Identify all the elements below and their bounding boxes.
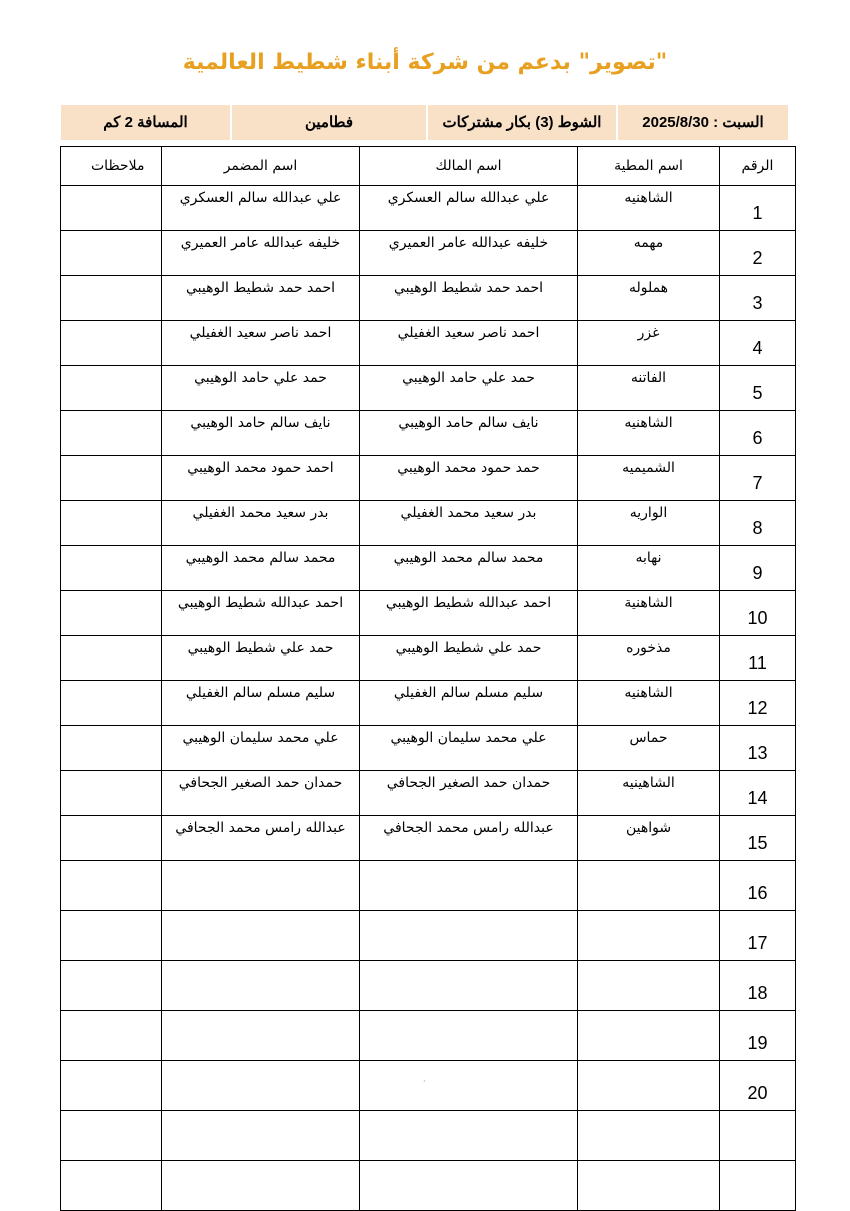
cell-trainer-name-text xyxy=(162,1061,359,1065)
cell-number: 2 xyxy=(720,231,796,276)
cell-camel-name xyxy=(578,1161,720,1211)
cell-trainer-name-text: نايف سالم حامد الوهيبي xyxy=(190,415,331,431)
cell-owner-name-text xyxy=(360,911,577,915)
cell-camel-name xyxy=(578,961,720,1011)
cell-notes xyxy=(61,501,162,546)
cell-number: 11 xyxy=(720,636,796,681)
cell-owner-name xyxy=(360,186,578,231)
cell-notes-text xyxy=(61,186,161,190)
cell-trainer-name-text xyxy=(162,1011,359,1015)
cell-trainer-name xyxy=(162,911,360,961)
cell-camel-name-text: الشميميه xyxy=(622,460,675,476)
cell-trainer-name-text: عبدالله رامس محمد الجحافي xyxy=(175,820,346,836)
cell-trainer-name-text: حمدان حمد الصغير الجحافي xyxy=(178,775,343,791)
cell-trainer-name xyxy=(162,411,360,456)
cell-camel-name-text: غزر xyxy=(637,325,660,341)
cell-number xyxy=(720,1111,796,1161)
cell-notes xyxy=(61,911,162,961)
cell-owner-name-text xyxy=(360,1011,577,1015)
cell-camel-name xyxy=(578,366,720,411)
cell-number: 14 xyxy=(720,771,796,816)
cell-owner-name-text: علي عبدالله سالم العسكري xyxy=(387,190,550,206)
table-row xyxy=(61,636,796,681)
cell-trainer-name-text xyxy=(162,911,359,915)
cell-trainer-name-text: خليفه عبدالله عامر العميري xyxy=(180,235,341,251)
cell-owner-name-text: نايف سالم حامد الوهيبي xyxy=(398,415,539,431)
cell-owner-name xyxy=(360,911,578,961)
table-row xyxy=(61,546,796,591)
cell-trainer-name xyxy=(162,681,360,726)
cell-owner-name xyxy=(360,321,578,366)
cell-trainer-name-text: بدر سعيد محمد الغفيلي xyxy=(192,505,329,521)
cell-camel-name xyxy=(578,186,720,231)
cell-trainer-name-text xyxy=(162,861,359,865)
footer-mark: · xyxy=(423,1077,426,1086)
cell-trainer-name-text: احمد عبدالله شطيط الوهيبي xyxy=(177,595,344,611)
cell-notes-text xyxy=(61,961,161,965)
cell-notes xyxy=(61,276,162,321)
cell-camel-name xyxy=(578,321,720,366)
cell-owner-name xyxy=(360,1161,578,1211)
cell-number: 4 xyxy=(720,321,796,366)
cell-camel-name-text: شواهين xyxy=(625,820,672,836)
cell-owner-name xyxy=(360,816,578,861)
cell-trainer-name-text: حمد علي شطيط الوهيبي xyxy=(187,640,334,656)
cell-trainer-name-text: احمد حمود محمد الوهيبي xyxy=(187,460,334,476)
cell-number: 10 xyxy=(720,591,796,636)
cell-owner-name xyxy=(360,1061,578,1111)
cell-trainer-name-text: احمد ناصر سعيد الغفيلي xyxy=(189,325,332,341)
cell-trainer-name xyxy=(162,186,360,231)
cell-camel-name-text: الشاهنيه xyxy=(624,190,673,206)
cell-notes-text xyxy=(61,456,161,460)
cell-owner-name-text: علي محمد سليمان الوهيبي xyxy=(390,730,547,746)
cell-owner-name-text: خليفه عبدالله عامر العميري xyxy=(388,235,549,251)
table-row xyxy=(61,231,796,276)
cell-owner-name xyxy=(360,366,578,411)
cell-notes-text xyxy=(61,816,161,820)
cell-camel-name xyxy=(578,681,720,726)
cell-notes-text xyxy=(61,911,161,915)
cell-owner-name xyxy=(360,501,578,546)
cell-notes-text xyxy=(61,1111,161,1115)
cell-camel-name xyxy=(578,411,720,456)
cell-notes-text xyxy=(61,321,161,325)
cell-camel-name xyxy=(578,861,720,911)
cell-trainer-name xyxy=(162,456,360,501)
table-row xyxy=(61,1061,796,1111)
cell-number: 12 xyxy=(720,681,796,726)
cell-notes-text xyxy=(61,861,161,865)
cell-notes-text xyxy=(61,1011,161,1015)
cell-camel-name xyxy=(578,911,720,961)
cell-camel-name xyxy=(578,816,720,861)
cell-notes xyxy=(61,636,162,681)
cell-owner-name-text: حمد علي شطيط الوهيبي xyxy=(395,640,542,656)
cell-trainer-name-text xyxy=(162,961,359,965)
header-number: الرقم xyxy=(720,147,796,186)
cell-owner-name xyxy=(360,546,578,591)
table-row xyxy=(61,771,796,816)
cell-owner-name xyxy=(360,961,578,1011)
cell-trainer-name xyxy=(162,321,360,366)
cell-owner-name-text xyxy=(360,1061,577,1065)
header-owner-name: اسم المالك xyxy=(360,147,578,186)
cell-camel-name-text: مذخوره xyxy=(626,640,671,656)
cell-notes-text xyxy=(61,366,161,370)
cell-notes xyxy=(61,726,162,771)
cell-owner-name xyxy=(360,591,578,636)
cell-camel-name xyxy=(578,231,720,276)
cell-trainer-name xyxy=(162,546,360,591)
cell-trainer-name xyxy=(162,231,360,276)
cell-notes xyxy=(61,1011,162,1061)
cell-owner-name xyxy=(360,771,578,816)
cell-trainer-name xyxy=(162,1161,360,1211)
table-row xyxy=(61,456,796,501)
cell-camel-name xyxy=(578,456,720,501)
cell-owner-name-text: سليم مسلم سالم الغفيلي xyxy=(393,685,544,701)
cell-owner-name xyxy=(360,636,578,681)
cell-owner-name-text xyxy=(360,1161,577,1165)
cell-camel-name xyxy=(578,1111,720,1161)
cell-notes-text xyxy=(61,411,161,415)
cell-camel-name-text xyxy=(578,911,719,915)
cell-trainer-name xyxy=(162,1011,360,1061)
table-row xyxy=(61,276,796,321)
cell-number: 8 xyxy=(720,501,796,546)
table-header-row xyxy=(61,147,796,186)
header-notes: ملاحظات xyxy=(61,147,162,186)
entries-table xyxy=(60,146,796,1211)
cell-number: 3 xyxy=(720,276,796,321)
cell-owner-name-text: محمد سالم محمد الوهيبي xyxy=(393,550,544,566)
cell-notes xyxy=(61,861,162,911)
table-row xyxy=(61,1161,796,1211)
race-distance: المسافة 2 كم xyxy=(60,104,231,141)
cell-notes xyxy=(61,1111,162,1161)
cell-owner-name-text: احمد حمد شطيط الوهيبي xyxy=(393,280,544,296)
cell-camel-name-text xyxy=(578,861,719,865)
cell-camel-name-text: الواريه xyxy=(629,505,668,521)
cell-notes-text xyxy=(61,1161,161,1165)
cell-notes xyxy=(61,366,162,411)
cell-notes xyxy=(61,231,162,276)
race-date: السبت : 2025/8/30 xyxy=(617,104,789,141)
cell-camel-name-text xyxy=(578,961,719,965)
table-row xyxy=(61,861,796,911)
table-row xyxy=(61,961,796,1011)
cell-trainer-name-text: حمد علي حامد الوهيبي xyxy=(194,370,327,386)
cell-notes xyxy=(61,321,162,366)
cell-notes xyxy=(61,456,162,501)
cell-notes xyxy=(61,186,162,231)
cell-camel-name xyxy=(578,501,720,546)
cell-notes-text xyxy=(61,1061,161,1065)
cell-notes-text xyxy=(61,591,161,595)
table-row xyxy=(61,1011,796,1061)
cell-number: 15 xyxy=(720,816,796,861)
cell-notes xyxy=(61,771,162,816)
table-row xyxy=(61,366,796,411)
cell-owner-name xyxy=(360,861,578,911)
cell-notes xyxy=(61,411,162,456)
cell-owner-name xyxy=(360,681,578,726)
cell-number: 16 xyxy=(720,861,796,911)
cell-trainer-name xyxy=(162,366,360,411)
cell-trainer-name-text: علي محمد سليمان الوهيبي xyxy=(182,730,339,746)
table-row xyxy=(61,501,796,546)
cell-notes-text xyxy=(61,636,161,640)
cell-owner-name-text xyxy=(360,861,577,865)
cell-trainer-name xyxy=(162,726,360,771)
table-row xyxy=(61,411,796,456)
header-camel-name: اسم المطية xyxy=(578,147,720,186)
cell-camel-name xyxy=(578,1061,720,1111)
cell-owner-name xyxy=(360,456,578,501)
cell-owner-name-text: احمد عبدالله شطيط الوهيبي xyxy=(385,595,552,611)
cell-camel-name-text: الشاهنيه xyxy=(624,685,673,701)
cell-camel-name xyxy=(578,726,720,771)
cell-notes-text xyxy=(61,546,161,550)
cell-owner-name-text: عبدالله رامس محمد الجحافي xyxy=(383,820,554,836)
cell-trainer-name xyxy=(162,636,360,681)
race-location: فطامين xyxy=(231,104,427,141)
cell-owner-name xyxy=(360,411,578,456)
cell-notes xyxy=(61,1061,162,1111)
cell-camel-name-text xyxy=(578,1011,719,1015)
cell-owner-name-text: حمد علي حامد الوهيبي xyxy=(402,370,535,386)
page-title: "تصوير" بدعم من شركة أبناء شطيط العالمية xyxy=(182,50,668,75)
cell-number: 20 xyxy=(720,1061,796,1111)
cell-notes xyxy=(61,681,162,726)
table-row xyxy=(61,1111,796,1161)
cell-owner-name xyxy=(360,1111,578,1161)
table-row xyxy=(61,681,796,726)
cell-camel-name-text xyxy=(578,1061,719,1065)
cell-number: 9 xyxy=(720,546,796,591)
cell-number: 5 xyxy=(720,366,796,411)
cell-camel-name-text: هملوله xyxy=(628,280,669,296)
cell-trainer-name-text: سليم مسلم سالم الغفيلي xyxy=(185,685,336,701)
race-round: الشوط (3) بكار مشتركات xyxy=(427,104,617,141)
table-row xyxy=(61,186,796,231)
cell-number: 13 xyxy=(720,726,796,771)
cell-camel-name xyxy=(578,591,720,636)
cell-trainer-name xyxy=(162,591,360,636)
cell-owner-name-text: بدر سعيد محمد الغفيلي xyxy=(400,505,537,521)
cell-camel-name-text: الشاهينيه xyxy=(622,775,675,791)
cell-notes-text xyxy=(61,771,161,775)
cell-trainer-name-text xyxy=(162,1161,359,1165)
cell-trainer-name-text: علي عبدالله سالم العسكري xyxy=(179,190,342,206)
cell-camel-name xyxy=(578,771,720,816)
race-info-bar xyxy=(60,104,789,141)
table-row xyxy=(61,591,796,636)
cell-number: 1 xyxy=(720,186,796,231)
cell-camel-name-text: الشاهنيه xyxy=(624,415,673,431)
cell-number: 6 xyxy=(720,411,796,456)
cell-camel-name xyxy=(578,546,720,591)
cell-camel-name-text: نهابه xyxy=(635,550,662,566)
cell-trainer-name-text: محمد سالم محمد الوهيبي xyxy=(185,550,336,566)
cell-notes xyxy=(61,961,162,1011)
cell-trainer-name xyxy=(162,501,360,546)
cell-camel-name xyxy=(578,636,720,681)
cell-trainer-name-text xyxy=(162,1111,359,1115)
cell-trainer-name xyxy=(162,771,360,816)
cell-owner-name-text xyxy=(360,1111,577,1115)
cell-notes xyxy=(61,546,162,591)
cell-notes xyxy=(61,591,162,636)
cell-owner-name xyxy=(360,726,578,771)
cell-owner-name-text xyxy=(360,961,577,965)
cell-number: 7 xyxy=(720,456,796,501)
cell-notes xyxy=(61,1161,162,1211)
cell-trainer-name xyxy=(162,1111,360,1161)
cell-camel-name-text: مهمه xyxy=(633,235,664,251)
cell-trainer-name-text: احمد حمد شطيط الوهيبي xyxy=(185,280,336,296)
table-row xyxy=(61,911,796,961)
cell-notes-text xyxy=(61,231,161,235)
cell-notes-text xyxy=(61,681,161,685)
cell-number: 17 xyxy=(720,911,796,961)
table-row xyxy=(61,321,796,366)
cell-notes-text xyxy=(61,276,161,280)
header-trainer-name: اسم المضمر xyxy=(162,147,360,186)
table-row xyxy=(61,726,796,771)
cell-trainer-name xyxy=(162,1061,360,1111)
cell-camel-name-text: الشاهنية xyxy=(624,595,673,611)
cell-trainer-name xyxy=(162,276,360,321)
cell-owner-name-text: احمد ناصر سعيد الغفيلي xyxy=(397,325,540,341)
cell-number: 19 xyxy=(720,1011,796,1061)
cell-camel-name-text xyxy=(578,1111,719,1115)
cell-trainer-name xyxy=(162,961,360,1011)
cell-owner-name-text: حمدان حمد الصغير الجحافي xyxy=(386,775,551,791)
cell-owner-name xyxy=(360,1011,578,1061)
cell-camel-name-text: الفاتنه xyxy=(630,370,667,386)
cell-owner-name xyxy=(360,276,578,321)
cell-camel-name xyxy=(578,1011,720,1061)
cell-notes-text xyxy=(61,726,161,730)
cell-owner-name xyxy=(360,231,578,276)
cell-trainer-name xyxy=(162,816,360,861)
cell-notes-text xyxy=(61,501,161,505)
table-row xyxy=(61,816,796,861)
cell-number: 18 xyxy=(720,961,796,1011)
cell-camel-name xyxy=(578,276,720,321)
cell-camel-name-text xyxy=(578,1161,719,1165)
cell-number xyxy=(720,1161,796,1211)
cell-trainer-name xyxy=(162,861,360,911)
cell-camel-name-text: حماس xyxy=(629,730,668,746)
cell-notes xyxy=(61,816,162,861)
cell-owner-name-text: حمد حمود محمد الوهيبي xyxy=(397,460,540,476)
